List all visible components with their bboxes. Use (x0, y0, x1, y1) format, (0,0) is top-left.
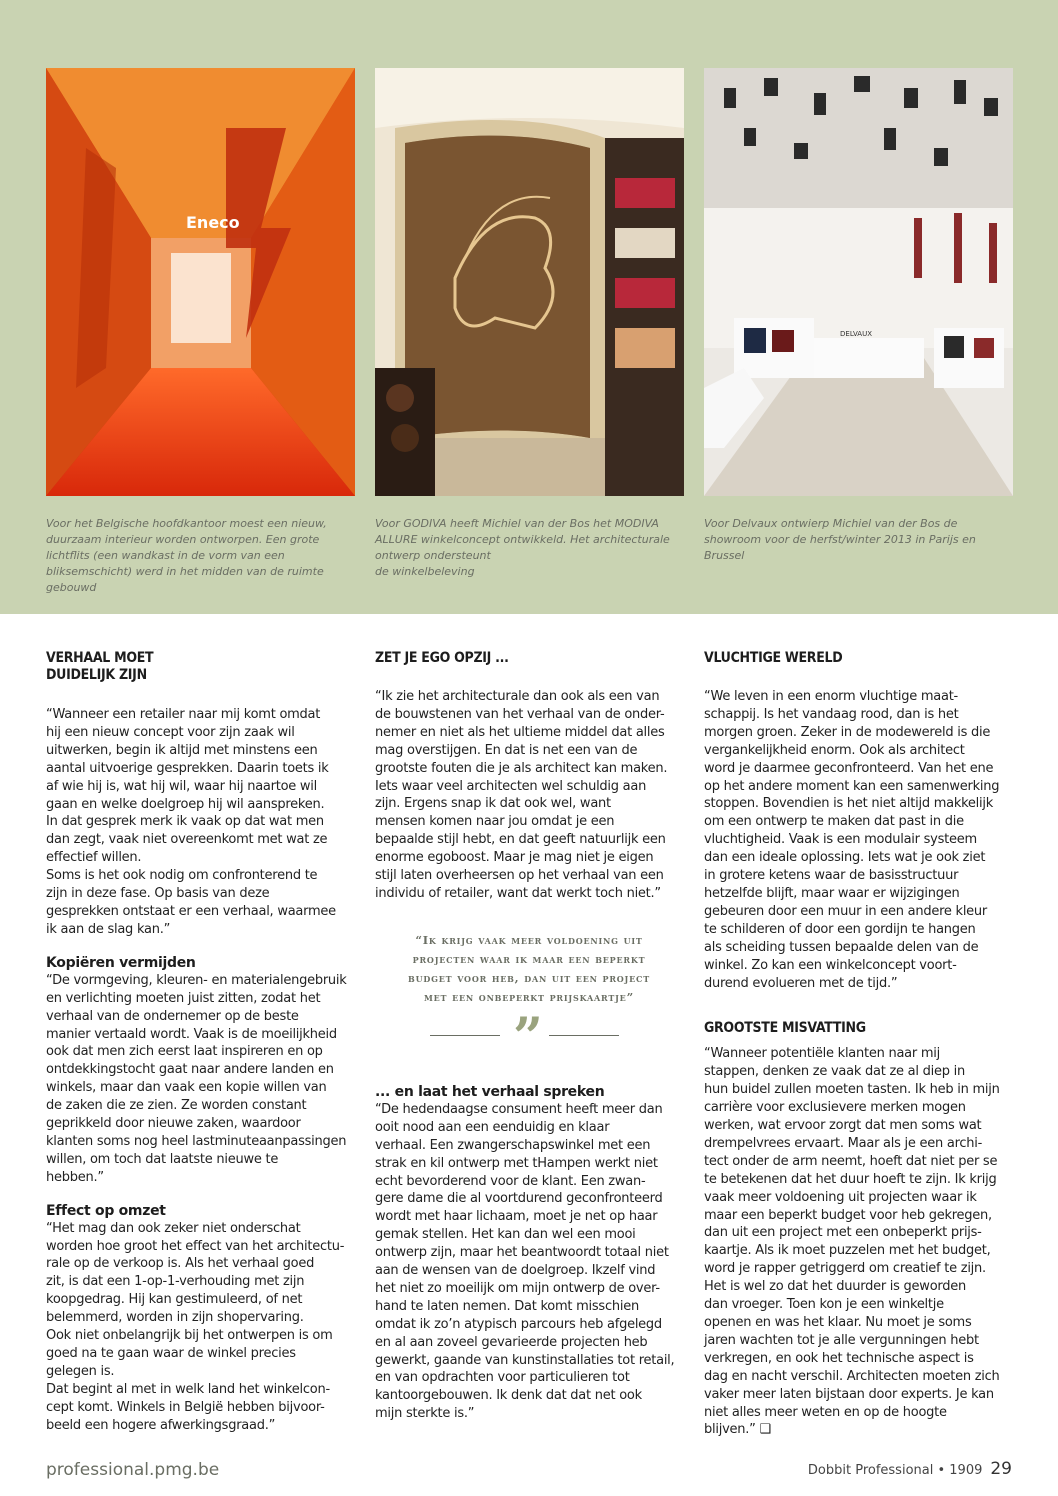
text-line: verhaal van de ondernemer op de beste (46, 1008, 299, 1024)
text-line: strak en kil ontwerp met tHampen werkt niet (375, 1155, 658, 1171)
pull-quote (375, 931, 683, 1007)
text-line: kaartje. Als ik moet puzzelen met het budget, (704, 1243, 991, 1259)
text-line: worden hoe groot het effect van het architectu- (46, 1238, 345, 1254)
body-paragraph (46, 706, 354, 939)
text-line: stijl laten overheersen op het verhaal van een (375, 868, 664, 884)
caption-line: gebouwd (46, 581, 97, 594)
text-line: winkel. Zo kan een winkelconcept voort- (704, 957, 957, 973)
text-line: grootste fouten die je als architect kan maken. (375, 760, 668, 776)
caption-line: bliksemschicht) werd in het midden van de ruimte (46, 565, 324, 578)
text-line: Dat begint al met in welk land het winkelcon- (46, 1381, 330, 1397)
eneco-corridor-photo (46, 68, 355, 496)
page-number: 29 (990, 1459, 1012, 1479)
text-line: stoppen. Bovendien is het niet altijd makkelijk (704, 796, 994, 812)
text-line: ik aan de slag kan.” (46, 921, 171, 937)
eneco-logo-text: Eneco (186, 213, 240, 232)
text-line: klanten soms nog heel lastminuteaanpassingen (46, 1133, 347, 1149)
section-heading: GROOTSTE MISVATTING (704, 1020, 866, 1037)
text-line: dan zegt, vaak niet overeenkomt met wat ze (46, 832, 328, 848)
caption-line: ontwerp ondersteunt (375, 549, 491, 562)
subheading: Effect op omzet (46, 1202, 166, 1219)
text-line: af wie hij is, wat hij wil, waar hij naartoe wil (46, 778, 318, 794)
text-line: “Het mag dan ook zeker niet onderschat (46, 1220, 301, 1236)
text-line: aan de wensen van de doelgroep. Ikzelf vind (375, 1263, 656, 1279)
text-line: nemer en niet als het ultieme middel dat alles (375, 724, 665, 740)
text-line: mensen komen naar jou omdat je een (375, 814, 615, 830)
text-line: wordt met haar lichaam, moet je net op haar (375, 1209, 658, 1225)
text-line: kantoorgebouwen. Ik denk dat dat net ook (375, 1388, 642, 1404)
caption-delvaux (704, 516, 1014, 564)
quote-line: projecten waar ik maar een beperkt (412, 951, 646, 966)
text-line: cept komt. Winkels in België hebben bijvoor- (46, 1399, 325, 1415)
text-line: “Wanneer potentiële klanten naar mij (704, 1046, 941, 1062)
text-line: Het is wel zo dat het duurder is geworden (704, 1279, 967, 1295)
text-line: uitwerken, begin ik altijd met minstens een (46, 742, 318, 758)
heading-line: DUIDELIJK ZIJN (46, 667, 147, 683)
text-line: durend evolueren met de tijd.” (704, 975, 898, 991)
text-line: gaan en welke doelgroep hij wil aanspreken. (46, 796, 325, 812)
text-line: ook dat men zich eerst laat inspireren en op (46, 1044, 323, 1060)
text-line: mijn sterkte is.” (375, 1406, 475, 1422)
heading-line: VERHAAL MOET (46, 650, 154, 666)
article-column-3 (704, 650, 1012, 1439)
text-line: In dat gesprek merk ik vaak op dat wat men (46, 814, 324, 830)
text-line: stappen, denken ze vaak dat ze al diep in (704, 1064, 965, 1080)
text-line: koopgedrag. Hij kan gestimuleerd, of net (46, 1292, 303, 1308)
text-line: ooit nood aan een eenduidig en klaar (375, 1119, 610, 1135)
text-line: rale op de verkoop is. Als het verhaal goed (46, 1256, 315, 1272)
text-line: maar een beperkt budget voor heb gekregen, (704, 1207, 992, 1223)
text-line: vaak meer voldoening uit projecten waar ik (704, 1189, 977, 1205)
delvaux-sign-text: DELVAUX (840, 330, 872, 338)
body-paragraph (704, 688, 1012, 992)
text-line: hand te laten nemen. Dat komt misschien (375, 1298, 639, 1314)
text-line: aantal uitvoerige gesprekken. Daarin toets ik (46, 760, 329, 776)
quote-line: budget voor heb, dan uit een project (408, 970, 650, 985)
caption-line: de winkelbeleving (375, 565, 475, 578)
text-line: de bouwstenen van het verhaal van de onder- (375, 706, 665, 722)
text-line: hun buidel zullen moeten tasten. Ik heb in mijn (704, 1082, 1000, 1098)
text-line: mag overstijgen. En dat is net een van de (375, 742, 638, 758)
footer-publication (808, 1459, 1012, 1479)
text-line: dan een ideale oplossing. Iets wat je ook ziet (704, 850, 986, 866)
body-paragraph (375, 688, 683, 903)
text-line: bepaalde stijl hebt, en dat geeft natuurlijk een (375, 832, 666, 848)
caption-line: showroom voor de herfst/winter 2013 in Parijs en (704, 533, 976, 546)
quote-divider (375, 1006, 683, 1068)
text-line: word je daarmee geconfronteerd. Van het ene (704, 760, 994, 776)
text-line: op het andere moment kan een samenwerking (704, 778, 1000, 794)
text-line: “Wanneer een retailer naar mij komt omdat (46, 707, 321, 722)
text-line: te schilderen of door een gordijn te hangen (704, 921, 976, 937)
text-line: effectief willen. (46, 850, 142, 866)
text-line: gelegen is. (46, 1363, 115, 1379)
text-line: en verlichting moeten juist zitten, zodat het (46, 990, 321, 1006)
text-line: zit, is dat een 1-op-1-verhouding met zijn (46, 1274, 305, 1290)
delvaux-showroom-photo (704, 68, 1013, 496)
body-paragraph (375, 1101, 683, 1423)
text-line: willen, om toch dat laatste nieuwe te (46, 1151, 279, 1167)
text-line: tect onder de arm neemt, hoeft dat niet per se (704, 1153, 998, 1169)
text-line: echt bevorderend voor de klant. Een zwan- (375, 1173, 646, 1189)
text-line: individu of retailer, want dat werkt toch niet.” (375, 885, 661, 901)
text-line: gemak stellen. Het kan dan wel een mooi (375, 1227, 636, 1243)
divider-line (549, 1035, 619, 1036)
caption-line: duurzaam interieur worden ontworpen. Een grote (46, 533, 320, 546)
text-line: als scheiding tussen bepaalde delen van de (704, 939, 979, 955)
text-line: verkregen, en ook het technische aspect is (704, 1350, 974, 1366)
text-line: het niet zo moeilijk om mijn ontwerp de over- (375, 1280, 660, 1296)
text-line: werken, wat ervoor zorgt dat men soms wat (704, 1118, 982, 1134)
text-line: en al aan zoveel gevarieerde projecten heb (375, 1334, 648, 1350)
text-line: jaren wachten tot je alle vergunningen hebt (704, 1332, 979, 1348)
section-heading: VLUCHTIGE WERELD (704, 650, 843, 666)
text-line: dag en nacht verschil. Architecten moeten zich (704, 1368, 1000, 1384)
text-line: enorme egoboost. Maar je mag niet je eigen (375, 850, 654, 866)
subheading: Kopiëren vermijden (46, 954, 196, 971)
text-line: vluchtigheid. Vaak is een modulair systeem (704, 832, 977, 848)
caption-line: ALLURE winkelconcept ontwikkeld. Het architecturale (375, 533, 670, 546)
text-line: en van opdrachten voor particulieren tot (375, 1370, 630, 1386)
caption-line: Voor het Belgische hoofdkantoor moest een nieuw, (46, 517, 327, 530)
text-line: “Ik zie het architecturale dan ook als een van (375, 689, 660, 704)
text-line: in grotere ketens waar de basisstructuur (704, 868, 959, 884)
text-line: drempelvrees ervaart. Maar als je een archi- (704, 1135, 983, 1151)
text-line: gewerkt, gaande van kunstinstallaties tot retail, (375, 1352, 675, 1368)
publication-name: Dobbit Professional • 1909 (807, 1463, 983, 1478)
quote-line: met een onbeperkt prijskaartje” (423, 989, 634, 1004)
caption-line: Voor Delvaux ontwierp Michiel van der Bos de (704, 517, 958, 530)
text-line: zijn. Ergens snap ik dat ook wel, want (375, 796, 611, 812)
text-line: de zaken die ze zien. Ze worden constant (46, 1098, 307, 1114)
text-line: niet alles meer weten en op de hoogte (704, 1404, 947, 1420)
article-column-2 (375, 650, 683, 1423)
divider-line (430, 1035, 500, 1036)
caption-line: lichtflits (een wandkast in de vorm van een (46, 549, 285, 562)
text-line: manier vertaald wordt. Vaak is de moeilijkheid (46, 1026, 337, 1042)
caption-godiva (375, 516, 685, 580)
article-column-1 (46, 650, 354, 1435)
text-line: “We leven in een enorm vluchtige maat- (704, 689, 958, 704)
text-line: hetzelfde blijft, maar waar er wijzigingen (704, 885, 960, 901)
text-line: Iets waar veel architecten wel schuldig aan (375, 778, 647, 794)
text-line: gere dame die al voortdurend geconfronteerd (375, 1191, 663, 1207)
section-heading (46, 650, 354, 684)
text-line: schappij. Is het vandaag rood, dan is het (704, 706, 959, 722)
text-line: morgen groen. Zeker in de modewereld is die (704, 724, 991, 740)
text-line: ontwerp zijn, maar het beantwoordt totaal niet (375, 1245, 669, 1261)
text-line: winkels, maar dan vaak een kopie willen van (46, 1080, 327, 1096)
text-line: openen en was het klaar. Nu moet je soms (704, 1315, 972, 1330)
text-line: te betekenen dat het duur hoeft te zijn. Ik krijg (704, 1171, 997, 1187)
body-paragraph (46, 1220, 354, 1435)
text-line: dan vroeger. Toen kon je een winkeltje (704, 1297, 944, 1313)
caption-eneco (46, 516, 356, 596)
subheading: ... en laat het verhaal spreken (375, 1083, 605, 1100)
text-line: geprikkeld door nieuwe zaken, waardoor (46, 1116, 301, 1132)
text-line: gebeuren door een muur in een andere kleur (704, 903, 988, 919)
text-line: Soms is het ook nodig om confronterend te (46, 868, 318, 884)
text-line: goed na te gaan waar de winkel precies (46, 1346, 296, 1361)
text-line: verhaal. Een zwangerschapswinkel met een (375, 1137, 651, 1153)
text-line: belemmerd, worden in zijn shopervaring. (46, 1310, 304, 1326)
text-line: “De vormgeving, kleuren- en materialengebruik (46, 972, 347, 988)
text-line: hebben.” (46, 1169, 104, 1185)
text-line: dan uit een project met een onbeperkt prijs- (704, 1225, 982, 1241)
text-line: vergankelijkheid enorm. Ook als architect (704, 742, 965, 758)
text-line: “De hedendaagse consument heeft meer dan (375, 1101, 663, 1117)
text-line: Ook niet onbelangrijk bij het ontwerpen is om (46, 1328, 333, 1344)
text-line: omdat ik zo’n atypisch parcours heb afgelegd (375, 1316, 662, 1332)
body-paragraph (704, 1045, 1012, 1439)
quote-mark-icon: ” (513, 1006, 543, 1068)
caption-line: Voor GODIVA heeft Michiel van der Bos het MODIVA (375, 517, 659, 530)
text-line: word je rapper getriggerd om creatief te zijn. (704, 1261, 986, 1277)
text-line: carrière voor exclusievere merken mogen (704, 1100, 966, 1116)
text-line: zijn in deze fase. Op basis van deze (46, 886, 270, 902)
text-line: blijven.” ❑ (704, 1422, 771, 1438)
text-line: hij een nieuw concept voor zijn zaak wil (46, 724, 295, 740)
text-line: gesprekken ontstaat er een verhaal, waarmee (46, 903, 336, 919)
caption-line: Brussel (704, 549, 745, 562)
body-paragraph (46, 972, 354, 1187)
footer-website-link[interactable]: professional.pmg.be (46, 1460, 220, 1480)
text-line: om een ontwerp te maken dat past in die (704, 814, 964, 830)
godiva-store-photo (375, 68, 684, 496)
quote-line: “Ik krijg vaak meer voldoening uit (415, 932, 643, 947)
text-line: beeld een hogere afwerkingsgraad.” (46, 1417, 276, 1433)
text-line: ontdekkingstocht gaat naar andere landen en (46, 1062, 334, 1078)
section-heading: ZET JE EGO OPZIJ ... (375, 650, 509, 666)
text-line: vaker meer laten bijstaan door experts. Je kan (704, 1386, 994, 1402)
